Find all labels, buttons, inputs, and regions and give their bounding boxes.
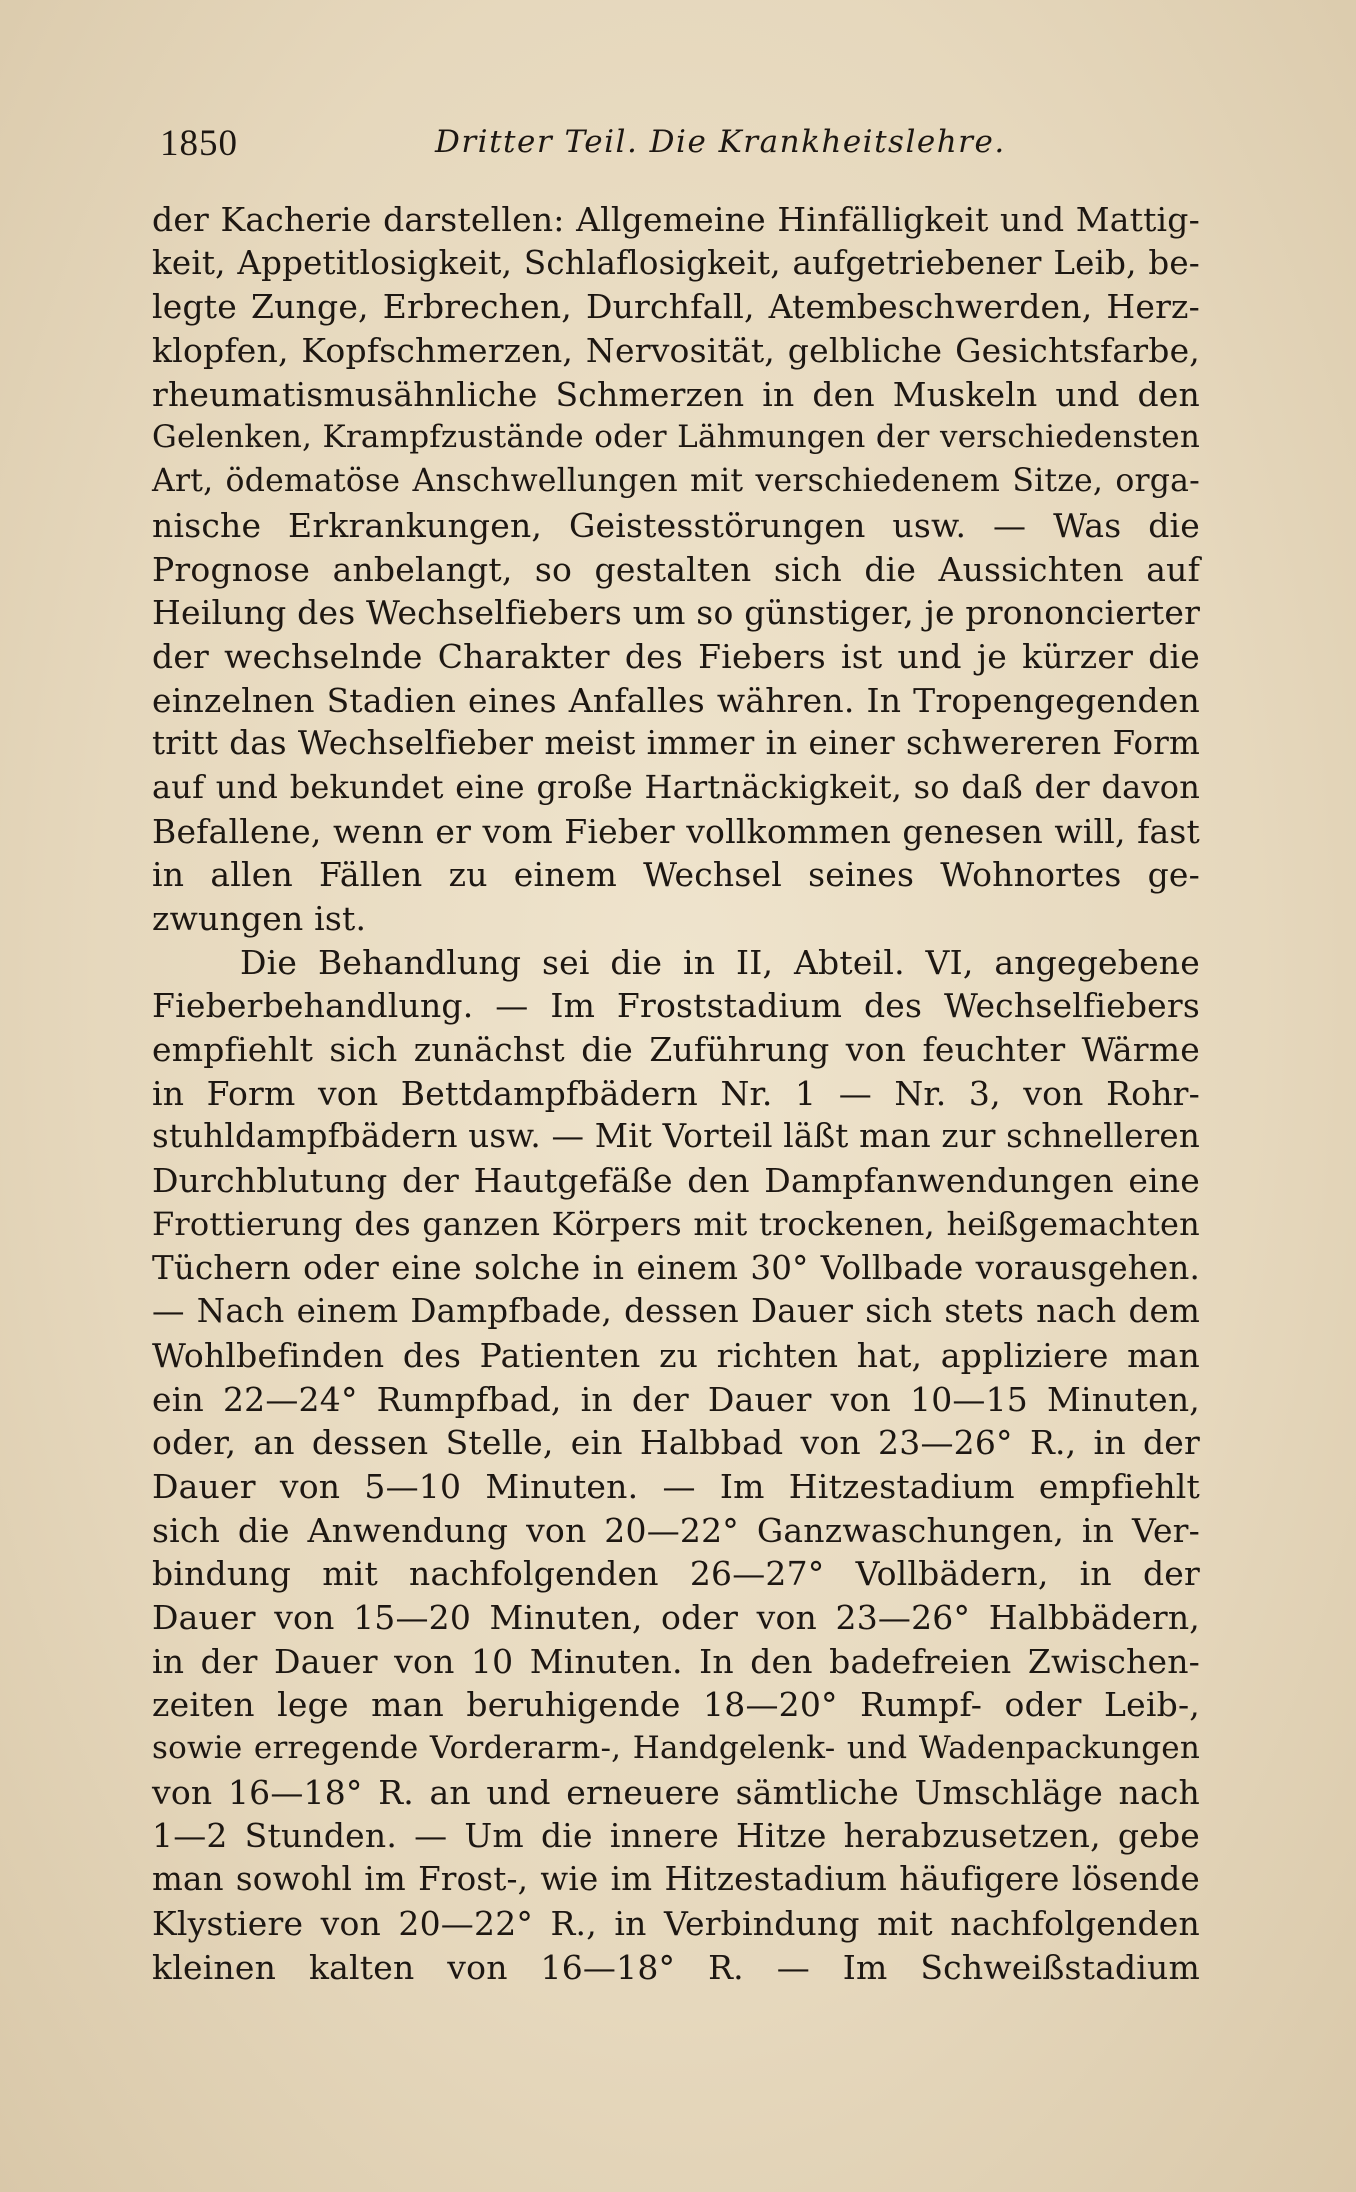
text-line: klopfen, Kopfschmerzen, Nervosität, gelbliche Gesichtsfarbe, [152, 331, 1200, 371]
text-line: kleinen kalten von 16—18° R. — Im Schweißstadium [152, 1947, 1200, 1987]
text-line: Klystiere von 20—22° R., in Verbindung mit nachfolgenden [152, 1903, 1200, 1943]
text-line: sowie erregende Vorderarm-, Handgelenk- und Wadenpackungen [152, 1730, 1200, 1767]
text-line: Heilung des Wechselfiebers um so günstiger, je prononcierter [152, 593, 1201, 633]
text-line: — Nach einem Dampfbade, dessen Dauer sich stets nach dem [152, 1292, 1200, 1331]
text-line: von 16—18° R. an und erneuere sämtliche Umschläge nach [152, 1772, 1200, 1812]
text-line: Gelenken, Krampfzustände oder Lähmungen der verschiedensten [152, 419, 1200, 456]
text-line: empfiehlt sich zunächst die Zuführung von feuchter Wärme [152, 1030, 1200, 1070]
text-line: oder, an dessen Stelle, ein Halbbad von 23—26° R., in der [152, 1423, 1200, 1463]
text-line: keit, Appetitlosigkeit, Schlaflosigkeit, aufgetriebener Leib, be- [152, 243, 1200, 282]
text-line: tritt das Wechselfieber meist immer in einer schwereren Form [152, 724, 1200, 763]
text-line: Tüchern oder eine solche in einem 30° Vollbade vorausgehen. [152, 1248, 1200, 1287]
body-text [152, 198, 1200, 1989]
text-line: nische Erkrankungen, Geistesstörungen usw. — Was die [152, 505, 1200, 545]
page-header [160, 122, 1200, 170]
text-line: Dauer von 15—20 Minuten, oder von 23—26° Halbbädern, [152, 1598, 1200, 1637]
text-line: man sowohl im Frost-, wie im Hitzestadium häufigere lösende [152, 1860, 1200, 1899]
text-line: Frottierung des ganzen Körpers mit trockenen, heißgemachten [152, 1204, 1200, 1243]
text-line: in der Dauer von 10 Minuten. In den badefreien Zwischen- [152, 1641, 1200, 1681]
paragraph-end-line: zwungen ist. [152, 899, 367, 938]
text-line: stuhldampfbädern usw. — Mit Vorteil läßt man zur schnelleren [152, 1117, 1200, 1156]
text-line: Prognose anbelangt, so gestalten sich die Aussichten auf [152, 549, 1200, 589]
text-line: Fieberbehandlung. — Im Froststadium des Wechselfiebers [152, 986, 1200, 1026]
page-number: 1850 [160, 123, 238, 164]
text-line: sich die Anwendung von 20—22° Ganzwaschungen, in Ver- [152, 1510, 1200, 1550]
text-line: der Kacherie darstellen: Allgemeine Hinfälligkeit und Mattig- [152, 200, 1200, 239]
running-head: Dritter Teil. Die Krankheitslehre. [435, 124, 1006, 160]
text-line: Dauer von 5—10 Minuten. — Im Hitzestadium empfiehlt [152, 1466, 1200, 1506]
text-line: einzelnen Stadien eines Anfalles währen. In Tropengegenden [152, 680, 1200, 720]
text-line: 1—2 Stunden. — Um die innere Hitze herabzusetzen, gebe [152, 1816, 1200, 1856]
text-line: in Form von Bettdampfbädern Nr. 1 — Nr. 3, von Rohr- [152, 1073, 1200, 1113]
text-line: auf und bekundet eine große Hartnäckigkeit, so daß der davon [152, 767, 1200, 806]
text-line: legte Zunge, Erbrechen, Durchfall, Atembeschwerden, Herz- [152, 287, 1200, 327]
text-line: in allen Fällen zu einem Wechsel seines Wohnortes ge- [152, 855, 1200, 895]
text-line: Wohlbefinden des Patienten zu richten hat, appliziere man [152, 1335, 1200, 1375]
text-line: Art, ödematöse Anschwellungen mit verschiedenem Sitze, orga- [152, 463, 1200, 500]
text-line: der wechselnde Charakter des Fiebers ist und je kürzer die [152, 636, 1200, 676]
text-line: rheumatismusähnliche Schmerzen in den Muskeln und den [152, 374, 1200, 414]
text-line: Befallene, wenn er vom Fieber vollkommen genesen will, fast [152, 811, 1200, 851]
text-line: zeiten lege man beruhigende 18—20° Rumpf- oder Leib-, [152, 1685, 1200, 1725]
paragraph-start-line: Die Behandlung sei die in II, Abteil. VI, angegebene [240, 942, 1200, 982]
text-line: ein 22—24° Rumpfbad, in der Dauer von 10—15 Minuten, [152, 1379, 1200, 1419]
text-line: bindung mit nachfolgenden 26—27° Vollbädern, in der [152, 1554, 1200, 1594]
text-line: Durchblutung der Hautgefäße den Dampfanwendungen eine [152, 1161, 1200, 1201]
